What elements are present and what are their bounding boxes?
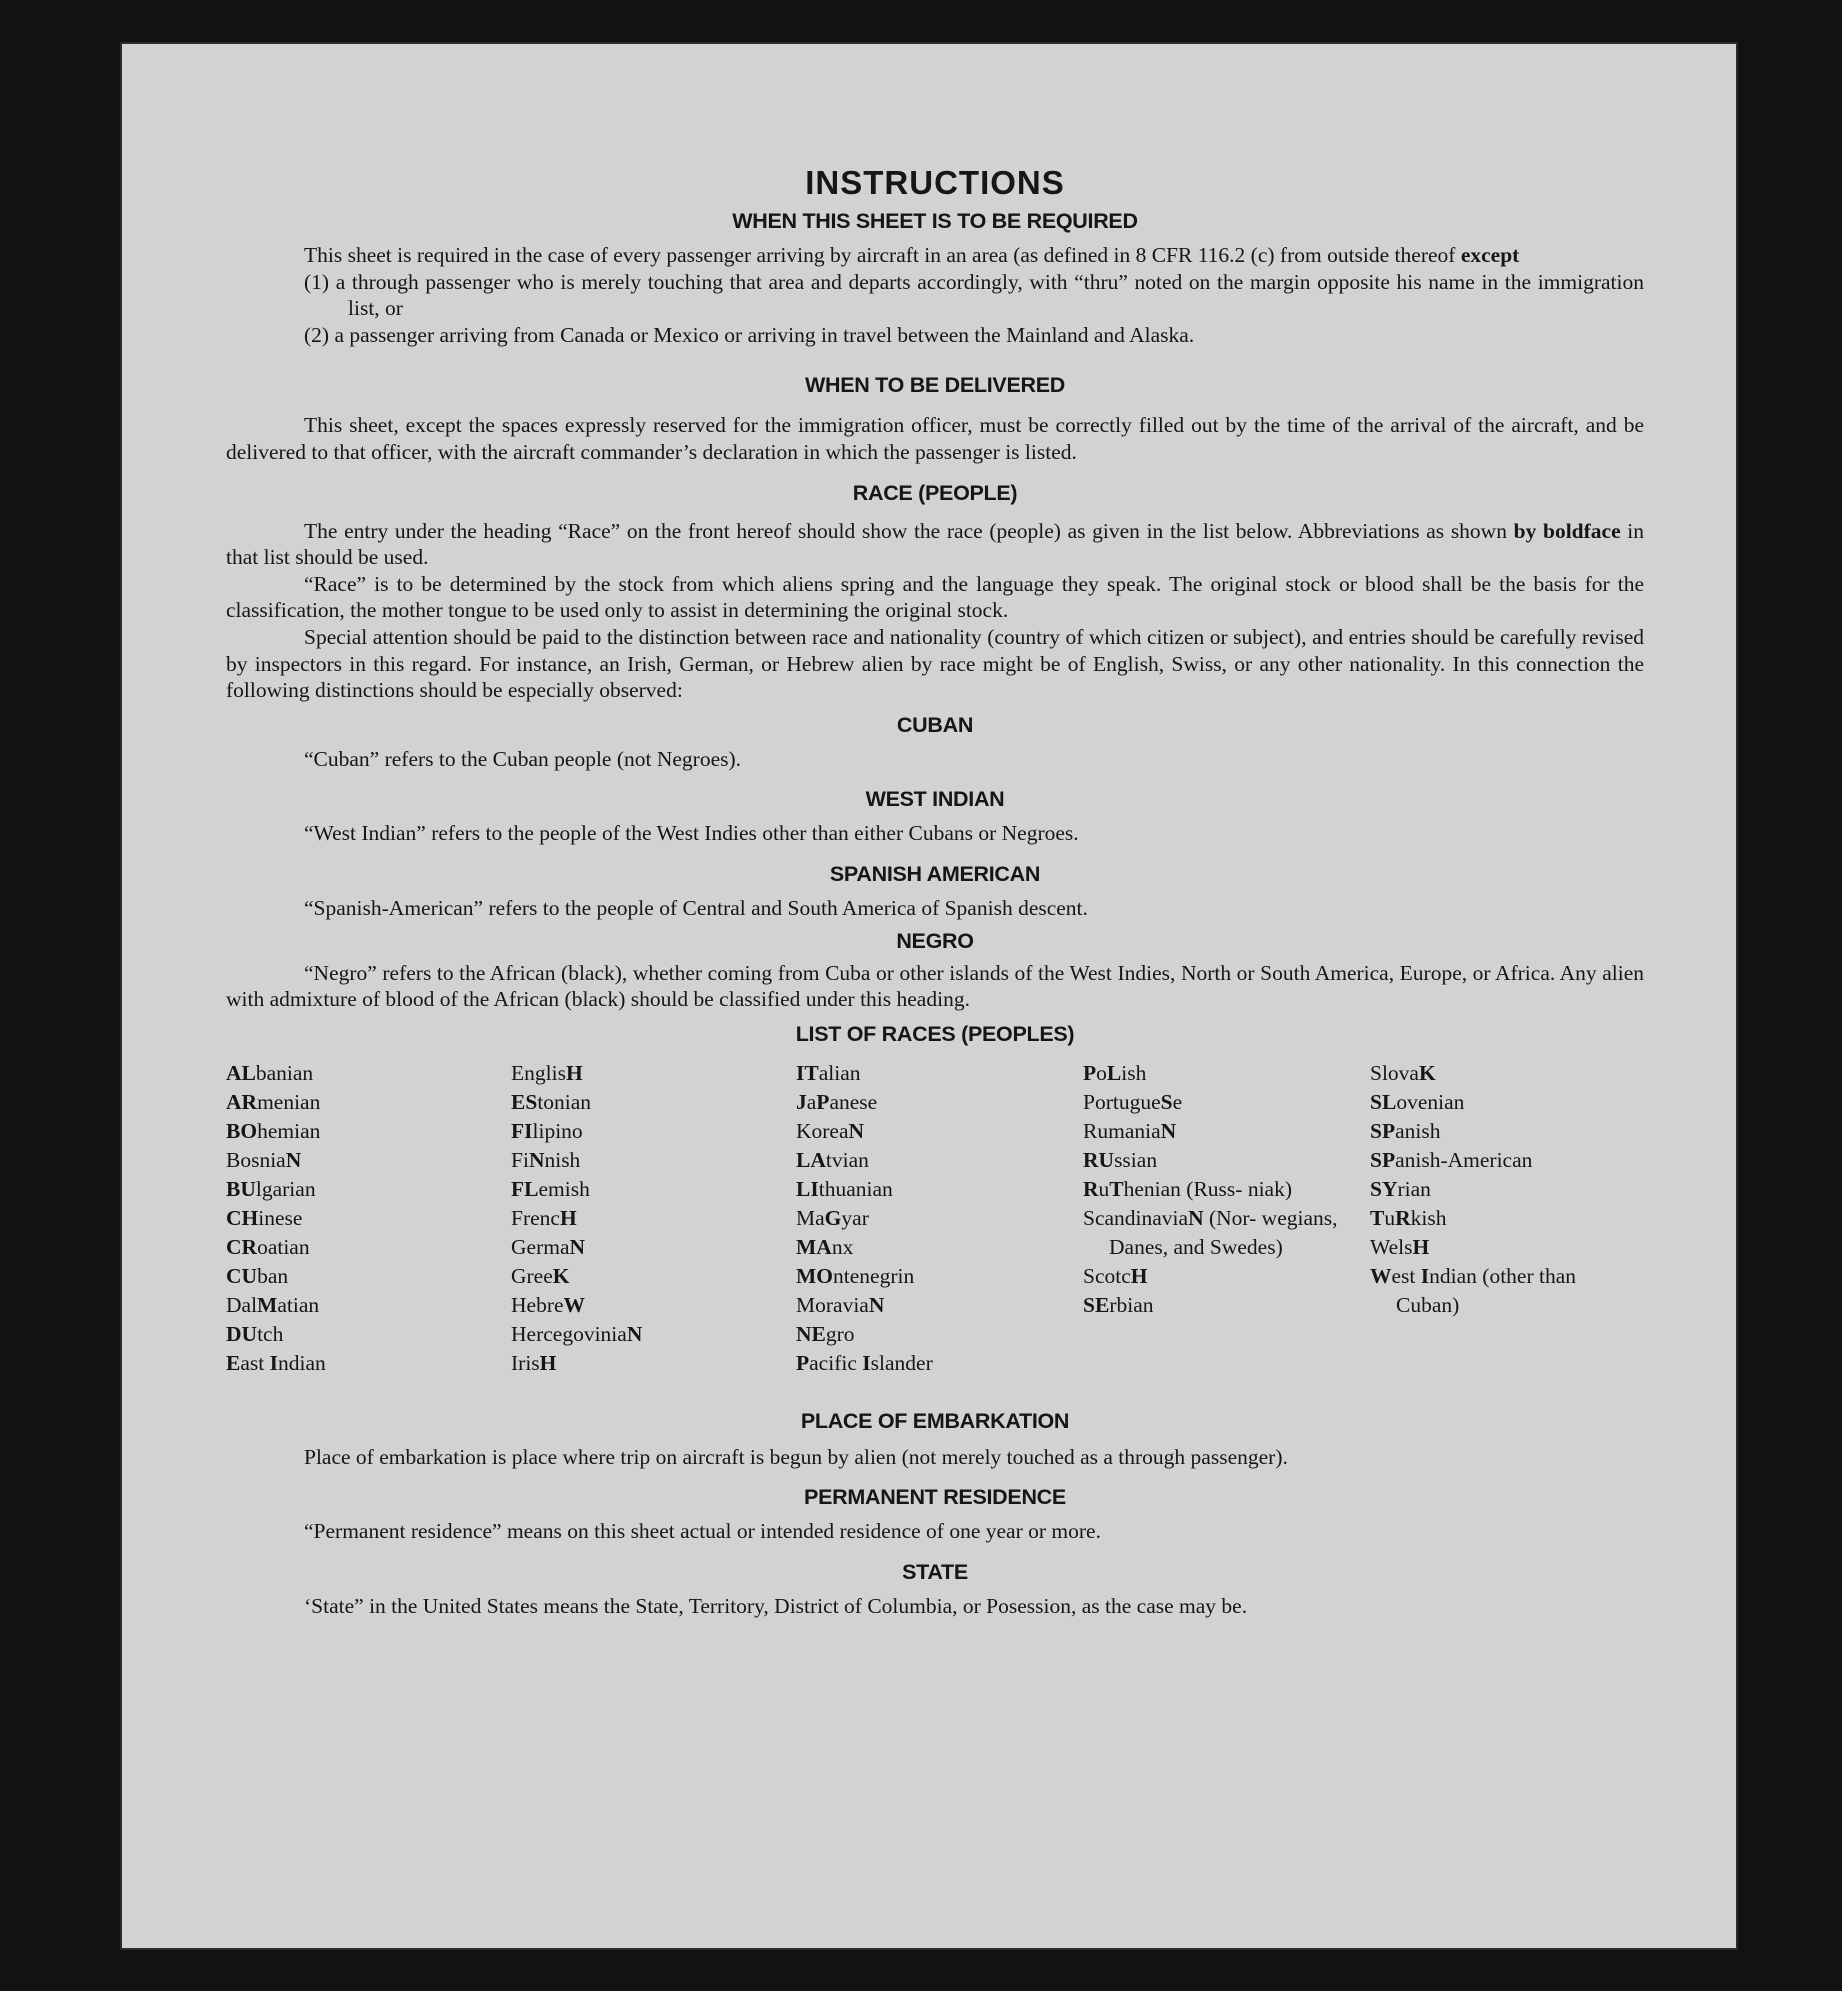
race-entry: HebreW	[511, 1292, 586, 1317]
race-entry: MOntenegrin	[796, 1263, 915, 1288]
race-entry: PortugueSe	[1083, 1089, 1183, 1114]
heading-west-indian: WEST INDIAN	[865, 787, 1005, 812]
race-entry: GreeK	[511, 1263, 570, 1288]
permanent-residence-text: “Permanent residence” means on this sheet actual or intended residence of one year or more.	[304, 1519, 1101, 1544]
race-entry: KoreaN	[796, 1118, 865, 1143]
race-entry: FIlipino	[511, 1118, 583, 1143]
race-entry: CRoatian	[226, 1234, 310, 1259]
race-entry: SYrian	[1370, 1176, 1431, 1201]
race-list	[226, 1059, 1644, 1378]
race-entry: Pacific Islander	[796, 1350, 933, 1375]
when-required-item-1: (1) a through passenger who is merely touching that area and departs accordingly, with “thru” noted on the margin opposite his name in the immigration list, or	[304, 269, 1644, 321]
heading-list-of-races: LIST OF RACES (PEOPLES)	[795, 1021, 1075, 1046]
negro-text: “Negro” refers to the African (black), whether coming from Cuba or other islands of the West Indies, North or South America, Europe, or Africa. Any alien with admixture of blood of the African (black) should be classified under this heading.	[226, 960, 1644, 1012]
race-column-2	[511, 1059, 796, 1378]
heading-cuban: CUBAN	[896, 712, 974, 737]
race-column-3	[796, 1059, 1083, 1378]
race-entry: CHinese	[226, 1205, 303, 1230]
race-entry: EStonian	[511, 1089, 592, 1114]
race-entry: SPanish	[1370, 1118, 1441, 1143]
race-column-1	[226, 1059, 511, 1378]
heading-when-required: WHEN THIS SHEET IS TO BE REQUIRED	[732, 209, 1138, 233]
heading-race: RACE (PEOPLE)	[852, 480, 1018, 505]
heading-spanish-american: SPANISH AMERICAN	[829, 861, 1041, 886]
instructions-body	[226, 164, 1644, 1619]
race-entry: FrencH	[511, 1205, 577, 1230]
spanish-american-text: “Spanish-American” refers to the people of Central and South America of Spanish descent.	[304, 895, 1088, 920]
race-entry: PoLish	[1083, 1060, 1147, 1085]
race-entry: RumaniaN	[1083, 1118, 1177, 1143]
race-entry: ScandinaviaN (Nor- wegians, Danes, and Swedes)	[1083, 1205, 1338, 1259]
race-entry: MoraviaN	[796, 1292, 885, 1317]
when-delivered-text: This sheet, except the spaces expressly reserved for the immigration officer, must be correctly filled out by the time of the arrival of the aircraft, and be delivered to that officer, with the aircraft commander’s declaration in which the passenger is listed.	[226, 413, 1644, 464]
race-entry: SLovenian	[1370, 1089, 1465, 1114]
race-entry: BUlgarian	[226, 1176, 316, 1201]
race-entry: ARmenian	[226, 1089, 321, 1114]
embarkation-text: Place of embarkation is place where trip on aircraft is begun by alien (not merely touched as a through passenger).	[304, 1444, 1288, 1469]
race-entry: FiNnish	[511, 1147, 581, 1172]
race-entry: GermaN	[511, 1234, 586, 1259]
document-page	[122, 44, 1736, 1948]
when-required-text: This sheet is required in the case of every passenger arriving by aircraft in an area (as defined in 8 CFR 116.2 (c) from outside thereof except	[304, 243, 1520, 267]
race-entry: East Indian	[226, 1350, 326, 1375]
heading-permanent-residence: PERMANENT RESIDENCE	[804, 1485, 1066, 1510]
race-entry: TuRkish	[1370, 1205, 1447, 1230]
race-entry: EnglisH	[511, 1060, 583, 1085]
heading-negro: NEGRO	[896, 928, 974, 953]
race-entry: FLemish	[511, 1176, 590, 1201]
race-paragraph-2: “Race” is to be determined by the stock from which aliens spring and the language they speak. The original stock or blood shall be the basis for the classification, the mother tongue to be used only to assist in determining the original stock.	[226, 571, 1644, 623]
page-title: INSTRUCTIONS	[805, 164, 1065, 201]
race-entry: ALbanian	[226, 1060, 314, 1085]
race-entry: ScotcH	[1083, 1263, 1148, 1288]
race-entry: IrisH	[511, 1350, 557, 1375]
race-entry: West Indian (other than Cuban)	[1370, 1263, 1577, 1317]
race-entry: DalMatian	[226, 1292, 320, 1317]
race-entry: ITalian	[796, 1060, 861, 1085]
race-entry: SPanish-American	[1370, 1147, 1533, 1172]
race-entry: RUssian	[1083, 1147, 1158, 1172]
race-entry: LAtvian	[796, 1147, 869, 1172]
race-entry: MaGyar	[796, 1205, 869, 1230]
race-paragraph-3: Special attention should be paid to the distinction between race and nationality (country of which citizen or subject), and entries should be carefully revised by inspectors in this regard. For instance, an Irish, German, or Hebrew alien by race might be of English, Swiss, or any other nationality. In this connection the following distinctions should be especially observed:	[226, 624, 1644, 703]
race-entry: NEgro	[796, 1321, 855, 1346]
race-entry: SErbian	[1083, 1292, 1154, 1317]
race-entry: DUtch	[226, 1321, 284, 1346]
race-entry: BOhemian	[226, 1118, 321, 1143]
heading-when-delivered: WHEN TO BE DELIVERED	[805, 373, 1065, 398]
race-entry: RuThenian (Russ- niak)	[1083, 1176, 1293, 1201]
race-entry: WelsH	[1370, 1234, 1430, 1259]
race-entry: BosniaN	[226, 1147, 302, 1172]
race-entry: MAnx	[796, 1234, 854, 1259]
race-column-4	[1083, 1059, 1370, 1378]
race-entry: CUban	[226, 1263, 289, 1288]
west-indian-text: “West Indian” refers to the people of the West Indies other than either Cubans or Negroes.	[304, 821, 1079, 846]
state-text: ‘State” in the United States means the State, Territory, District of Columbia, or Posession, as the case may be.	[304, 1593, 1248, 1618]
race-entry: HercegoviniaN	[511, 1321, 643, 1346]
race-paragraph-1: The entry under the heading “Race” on the front hereof should show the race (people) as given in the list below. Abbreviations as shown by boldface in that list should be used.	[226, 518, 1645, 570]
race-entry: JaPanese	[796, 1089, 878, 1114]
when-required-item-2: (2) a passenger arriving from Canada or Mexico or arriving in travel between the Mainland and Alaska.	[304, 322, 1195, 347]
heading-state: STATE	[902, 1559, 968, 1584]
heading-embarkation: PLACE OF EMBARKATION	[800, 1408, 1070, 1433]
cuban-text: “Cuban” refers to the Cuban people (not Negroes).	[304, 746, 742, 771]
race-column-5	[1370, 1059, 1644, 1378]
race-entry: LIthuanian	[796, 1176, 893, 1201]
race-entry: SlovaK	[1370, 1060, 1436, 1085]
